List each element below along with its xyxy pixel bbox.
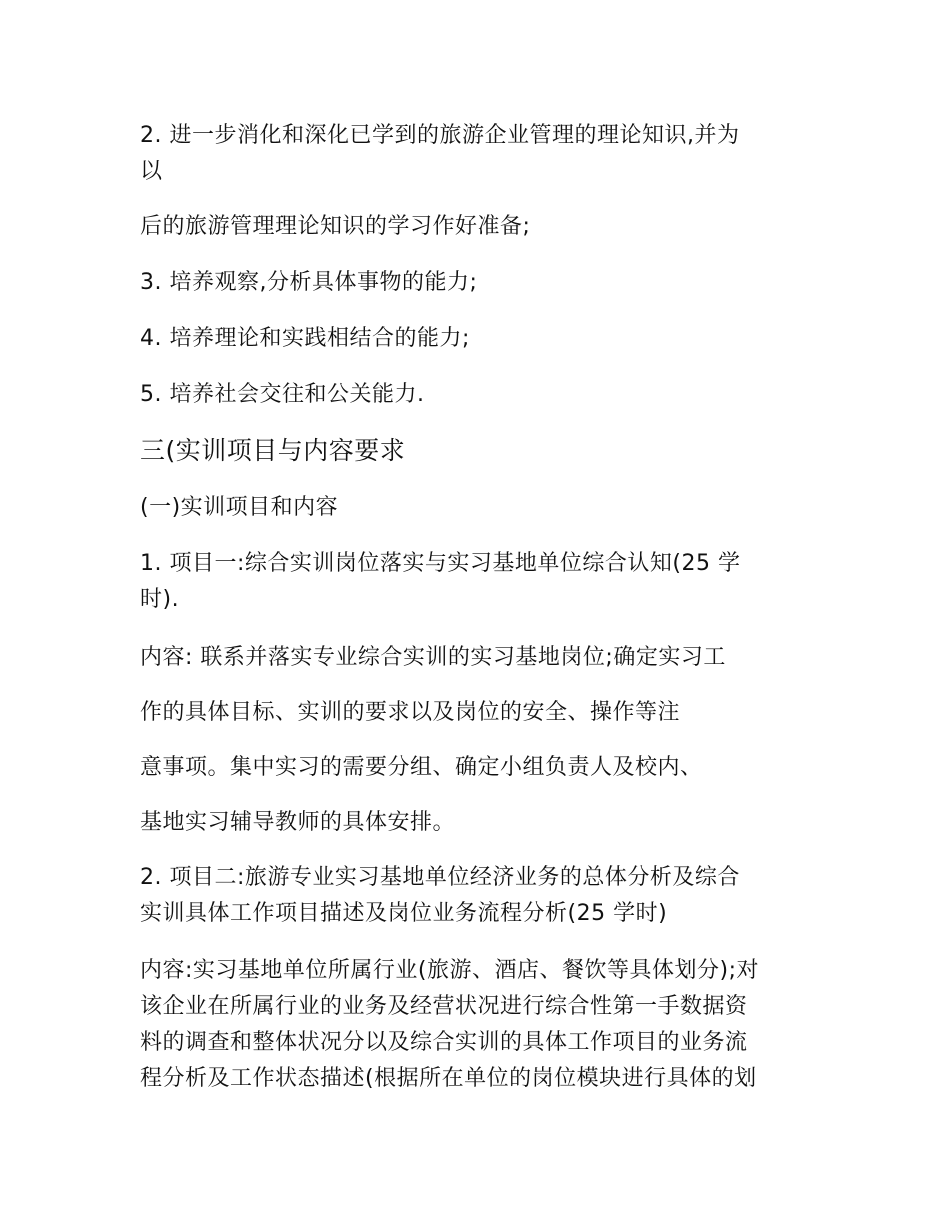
project-title: 时). bbox=[140, 587, 180, 612]
text-line: 内容: 联系并落实专业综合实训的实习基地岗位;确定实习工 bbox=[140, 645, 726, 670]
list-item: 3. 培养观察,分析具体事物的能力; bbox=[140, 270, 478, 295]
list-item: 5. 培养社会交往和公关能力. bbox=[140, 382, 425, 407]
text-line: 程分析及工作状态描述(根据所在单位的岗位模块进行具体的划 bbox=[140, 1066, 757, 1091]
text-line: 后的旅游管理理论知识的学习作好准备; bbox=[140, 214, 531, 239]
subsection-heading: (一)实训项目和内容 bbox=[140, 495, 339, 520]
project-title: 1. 项目一:综合实训岗位落实与实习基地单位综合认知(25 学 bbox=[140, 551, 741, 576]
text-line: 以 bbox=[140, 159, 163, 184]
text-line: 作的具体目标、实训的要求以及岗位的安全、操作等注 bbox=[140, 700, 681, 725]
text-line: 料的调查和整体状况分以及综合实训的具体工作项目的业务流 bbox=[140, 1030, 748, 1055]
text-line: 2. 进一步消化和深化已学到的旅游企业管理的理论知识,并为 bbox=[140, 123, 740, 148]
text-line: 基地实习辅导教师的具体安排。 bbox=[140, 810, 456, 835]
list-item: 4. 培养理论和实践相结合的能力; bbox=[140, 326, 470, 351]
text-line: 意事项。集中实习的需要分组、确定小组负责人及校内、 bbox=[140, 755, 703, 780]
text-line: 该企业在所属行业的业务及经营状况进行综合性第一手数据资 bbox=[140, 994, 748, 1019]
text-line: 内容:实习基地单位所属行业(旅游、酒店、餐饮等具体划分);对 bbox=[140, 958, 759, 983]
section-heading: 三(实训项目与内容要求 bbox=[140, 436, 406, 465]
project-title: 实训具体工作项目描述及岗位业务流程分析(25 学时) bbox=[140, 901, 668, 926]
project-title: 2. 项目二:旅游专业实习基地单位经济业务的总体分析及综合 bbox=[140, 865, 740, 890]
